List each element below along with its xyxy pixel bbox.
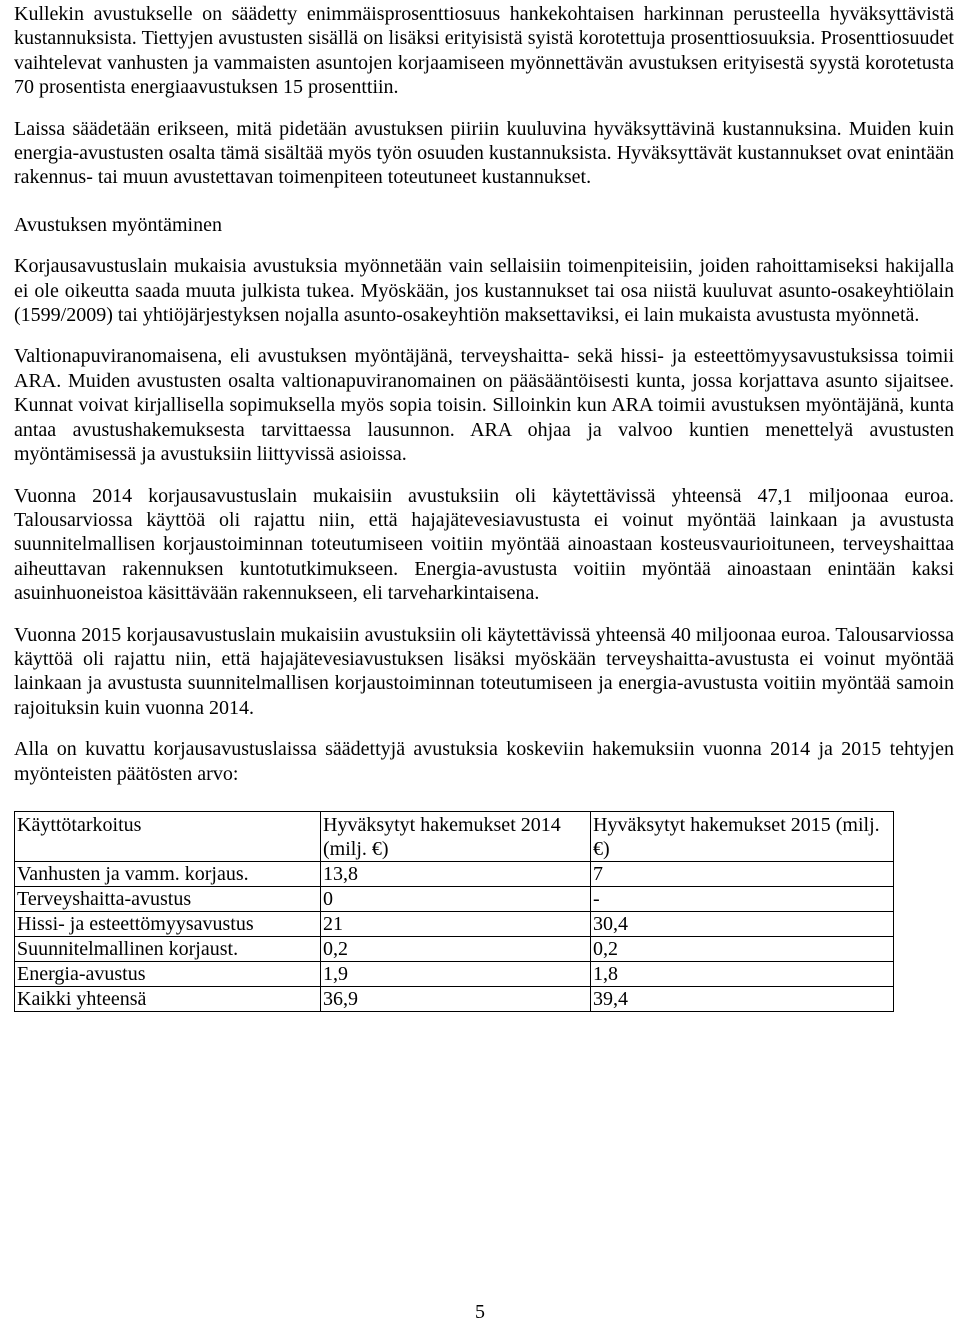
document-page bbox=[14, 2, 954, 1012]
table-cell: 21 bbox=[321, 911, 591, 936]
table-row bbox=[15, 886, 894, 911]
table-row bbox=[15, 911, 894, 936]
table-cell: Kaikki yhteensä bbox=[15, 986, 321, 1011]
table-header-cell: Hyväksytyt hakemukset 2014 (milj. €) bbox=[321, 811, 591, 861]
table-header-cell: Hyväksytyt hakemukset 2015 (milj. €) bbox=[591, 811, 894, 861]
paragraph-table-intro: Alla on kuvattu korjausavustuslaissa säädettyjä avustuksia koskeviin hakemuksiin vuonna 2014 ja 2015 tehtyjen myönteisten päätösten arvo: bbox=[14, 738, 954, 785]
table-row bbox=[15, 986, 894, 1011]
table-cell: 39,4 bbox=[591, 986, 894, 1011]
table-cell: Vanhusten ja vamm. korjaus. bbox=[15, 861, 321, 886]
paragraph-percentages: Kullekin avustukselle on säädetty enimmäisprosenttiosuus hankekohtaisen harkinnan perusteella hyväksyttävistä kustannuksista. Tiettyjen avustusten sisällä on lisäksi erityisistä syistä korotettuja prosenttiosuuksia. Prosenttiosuudet vaihtelevat vanhusten ja vammaisten asuntojen korjaamiseen myönnettävän avustuksen erityisestä syystä korotetusta 70 prosentista energiaavustuksen 15 prosenttiin. bbox=[14, 3, 954, 99]
paragraph-year-2014: Vuonna 2014 korjausavustuslain mukaisiin avustuksiin oli käytettävissä yhteensä 47,1 miljoonaa euroa. Talousarviossa käyttöä oli rajattu niin, että hajajätevesiavustusta ei voinut myöntää lainkaan ja avustusta suunnitelmallisen korjaustoiminnan toteutumiseen voitiin myöntää ainoastaan kosteusvaurioituneen, terveyshaittaa aiheuttavan rakennuksen kuntotutkimukseen. Energia-avustusta voitiin myöntää ainoastaan enintään kaksi asuinhuoneistoa käsittävään rakennukseen, eli tarveharkintaisena. bbox=[14, 484, 954, 605]
paragraph-year-2015: Vuonna 2015 korjausavustuslain mukaisiin avustuksiin oli käytettävissä yhteensä 40 miljoonaa euroa. Talousarviossa käyttöä oli rajattu niin, että hajajätevesiavustuksen lisäksi myöskään terveyshaitta-avustusta ei voinut myöntää lainkaan ja avustusta suunnitelmallisen korjaustoiminnan toteutumiseen ja energia-avustusta voitiin myöntää samoin rajoituksin kuin vuonna 2014. bbox=[14, 623, 954, 719]
grants-table bbox=[14, 811, 894, 1012]
table-header-row bbox=[15, 811, 894, 861]
table-row bbox=[15, 861, 894, 886]
page-number: 5 bbox=[475, 1301, 485, 1323]
table-cell: Terveyshaitta-avustus bbox=[15, 886, 321, 911]
paragraph-authority: Valtionapuviranomaisena, eli avustuksen myöntäjänä, terveyshaitta- sekä hissi- ja esteettömyysavustuksissa toimii ARA. Muiden avustusten osalta valtionapuviranomainen on pääsääntöisesti kunta, jossa korjattava asunto sijaitsee. Kunnat voivat kirjallisella sopimuksella myös sopia toisin. Silloinkin kun ARA toimii avustuksen myöntäjänä, kunta antaa avustushakemuksesta tarvittaessa lausunnon. ARA ohjaa ja valvoo kuntien menettelyä avustusten myöntämisessä ja avustuksiin liittyvissä asioissa. bbox=[14, 345, 954, 466]
table-cell: 30,4 bbox=[591, 911, 894, 936]
paragraph-eligible-costs: Laissa säädetään erikseen, mitä pidetään avustuksen piiriin kuuluvina hyväksyttävinä kustannuksina. Muiden kuin energia-avustusten osalta tämä sisältää myös työn osuuden kustannuksista. Hyväksyttävät kustannukset ovat enintään rakennus- tai muun avustettavan toimenpiteen toteutuneet kustannukset. bbox=[14, 117, 954, 189]
table-cell: Hissi- ja esteettömyysavustus bbox=[15, 911, 321, 936]
table-row bbox=[15, 961, 894, 986]
table-cell: 36,9 bbox=[321, 986, 591, 1011]
table-cell: 1,8 bbox=[591, 961, 894, 986]
table-cell: 7 bbox=[591, 861, 894, 886]
table-cell: - bbox=[591, 886, 894, 911]
table-cell: Suunnitelmallinen korjaust. bbox=[15, 936, 321, 961]
table-cell: 0,2 bbox=[321, 936, 591, 961]
table-cell: Energia-avustus bbox=[15, 961, 321, 986]
table-cell: 13,8 bbox=[321, 861, 591, 886]
table-header-cell: Käyttötarkoitus bbox=[15, 811, 321, 861]
paragraph-granting: Korjausavustuslain mukaisia avustuksia myönnetään vain sellaisiin toimenpiteisiin, joiden rahoittamiseksi hakijalla ei ole oikeutta saada muuta julkista tukea. Myöskään, jos kustannukset tai osa niistä kuuluvat asunto-osakeyhtiölain (1599/2009) tai yhtiöjärjestyksen nojalla asunto-osakeyhtiön maksettaviksi, ei lain mukaista avustusta myönnetä. bbox=[14, 255, 954, 327]
table-cell: 0,2 bbox=[591, 936, 894, 961]
table-cell: 0 bbox=[321, 886, 591, 911]
table-row bbox=[15, 936, 894, 961]
table-cell: 1,9 bbox=[321, 961, 591, 986]
section-heading: Avustuksen myöntäminen bbox=[14, 213, 222, 236]
